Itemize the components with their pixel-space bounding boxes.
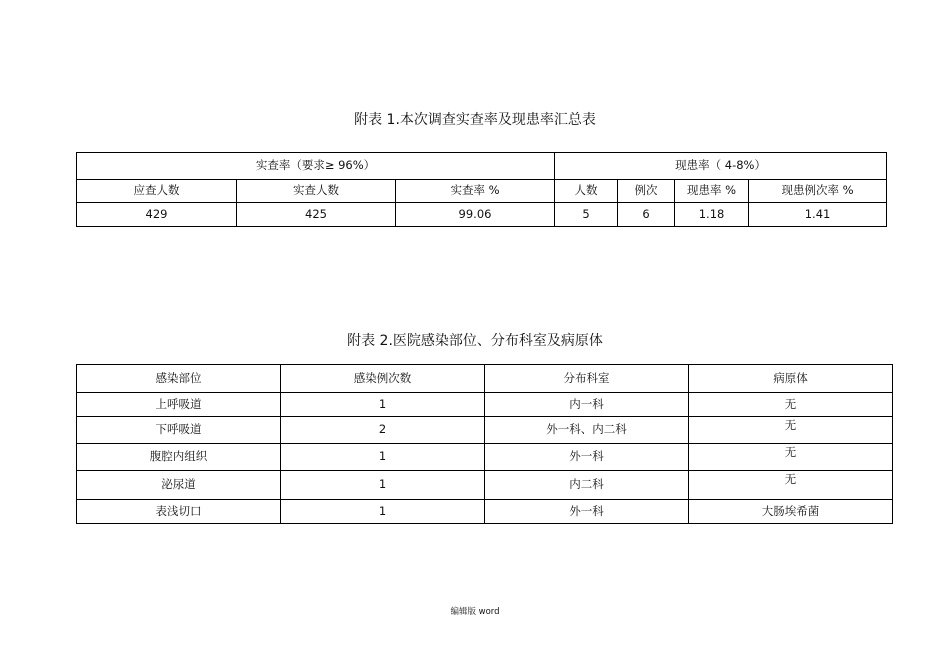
table-cell: 表浅切口 (77, 500, 281, 524)
table1-title: 附表 1.本次调查实查率及现患率汇总表 (354, 112, 596, 128)
table-row (77, 471, 893, 500)
column-header: 人数 (555, 180, 618, 203)
table-cell: 1 (281, 444, 485, 471)
table-cell: 外一科、内二科 (485, 417, 689, 444)
table-cell: 5 (555, 203, 618, 227)
column-header: 现患率 % (675, 180, 749, 203)
table-cell: 无 (689, 393, 893, 417)
column-header: 实查率 % (396, 180, 555, 203)
table-cell: 内二科 (485, 471, 689, 500)
table-cell: 无 (689, 471, 893, 500)
table-cell: 无 (689, 417, 893, 444)
table-cell: 腹腔内组织 (77, 444, 281, 471)
table-row (77, 393, 893, 417)
survey-rate-table (76, 152, 887, 227)
table-cell: 1 (281, 393, 485, 417)
table-row (77, 444, 893, 471)
table-cell: 内一科 (485, 393, 689, 417)
table-cell: 2 (281, 417, 485, 444)
table-cell: 1 (281, 500, 485, 524)
column-header: 应查人数 (77, 180, 237, 203)
column-header: 例次 (618, 180, 675, 203)
group-header-inspection-rate: 实查率（要求≥ 96%） (77, 153, 555, 180)
table-cell: 1.18 (675, 203, 749, 227)
page-footer: 编辑版 word (450, 607, 500, 617)
table-cell: 上呼吸道 (77, 393, 281, 417)
table-cell: 6 (618, 203, 675, 227)
table-cell: 无 (689, 444, 893, 471)
table-cell: 99.06 (396, 203, 555, 227)
table-cell: 1 (281, 471, 485, 500)
column-header: 实查人数 (237, 180, 396, 203)
table-row (77, 417, 893, 444)
table-cell: 外一科 (485, 500, 689, 524)
infection-site-table (76, 364, 893, 524)
table-cell: 1.41 (749, 203, 887, 227)
table-cell: 425 (237, 203, 396, 227)
table-cell: 429 (77, 203, 237, 227)
table-cell: 泌尿道 (77, 471, 281, 500)
table-cell: 下呼吸道 (77, 417, 281, 444)
column-header: 分布科室 (485, 365, 689, 393)
group-header-prevalence-rate: 现患率（ 4-8%） (555, 153, 887, 180)
column-header: 感染部位 (77, 365, 281, 393)
table2-title: 附表 2.医院感染部位、分布科室及病原体 (347, 333, 603, 349)
table-cell: 外一科 (485, 444, 689, 471)
table-cell: 大肠埃希菌 (689, 500, 893, 524)
column-header: 感染例次数 (281, 365, 485, 393)
table-row (77, 500, 893, 524)
column-header: 现患例次率 % (749, 180, 887, 203)
column-header: 病原体 (689, 365, 893, 393)
